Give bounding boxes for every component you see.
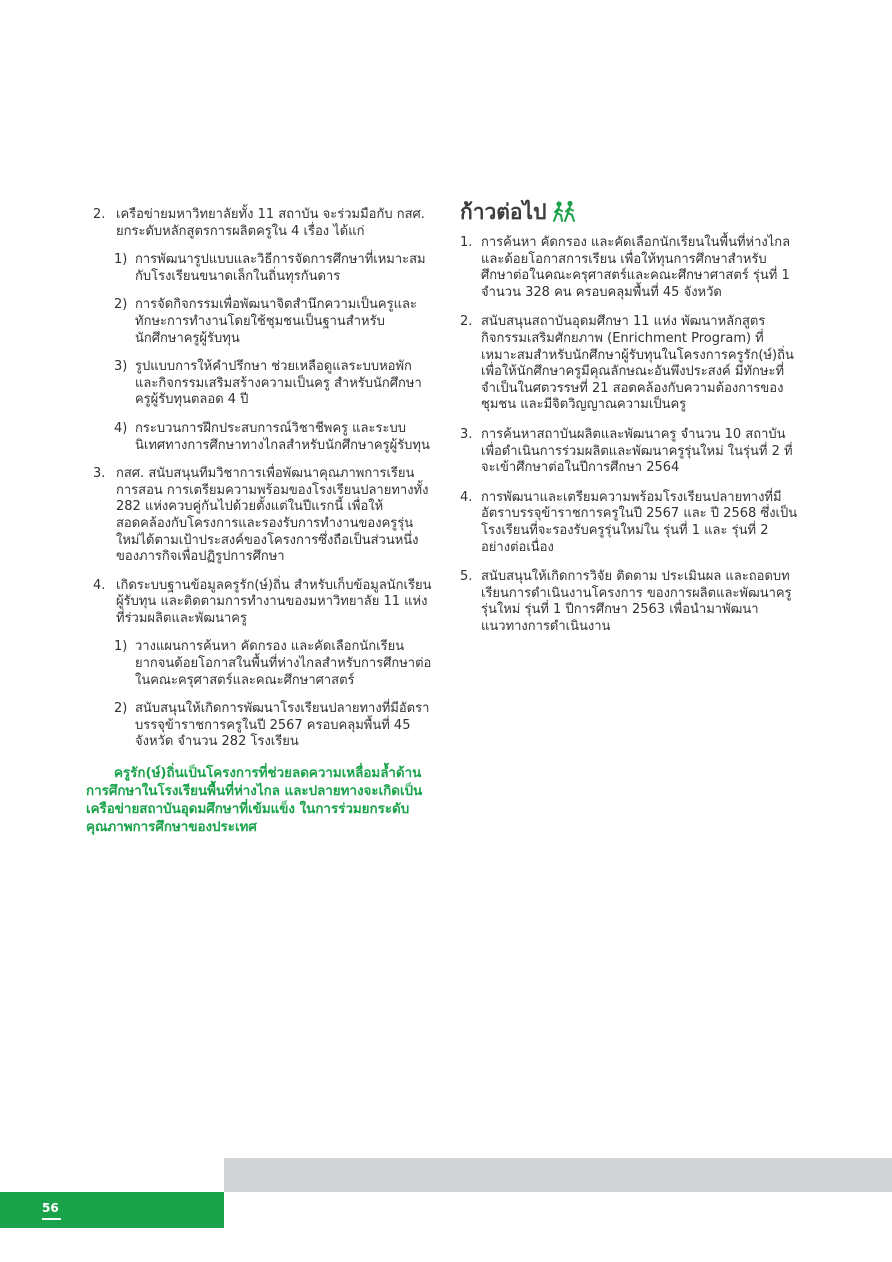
item-number: 2. <box>93 207 106 222</box>
item-text: เครือข่ายมหาวิทยาลัยทั้ง 11 สถาบัน จะร่วมมือกับ กสศ. ยกระดับหลักสูตรการผลิตครูใน 4 เรื่อง ได้แก่ <box>116 207 425 239</box>
section-heading <box>460 199 798 225</box>
page-number: 56 <box>42 1201 59 1215</box>
sub-item-number: 1) <box>114 252 128 268</box>
list-item <box>460 569 798 635</box>
sub-item-text: การจัดกิจกรรมเพื่อพัฒนาจิตสำนึกความเป็นครูและทักษะการทำงานโดยใช้ชุมชนเป็นฐานสำหรับนักศึกษาครูผู้รับทุน <box>135 297 417 346</box>
footer-green-box <box>0 1192 224 1228</box>
item-number: 4. <box>93 577 106 593</box>
sub-list-item <box>93 639 433 689</box>
list-item <box>93 466 433 566</box>
item-number: 3. <box>93 466 106 482</box>
right-column <box>460 200 798 648</box>
item-text: การพัฒนาและเตรียมความพร้อมโรงเรียนปลายทางที่มีอัตราบรรจุข้าราชการครูในปี 2567 และ ปี 2568 ซึ่งเป็นโรงเรียนที่จะรองรับครูรุ่นใหม่ใน รุ่นที่ 1 และ รุ่นที่ 2 อย่างต่อเนื่อง <box>481 489 798 555</box>
sub-item-text: การพัฒนารูปแบบและวิธีการจัดการศึกษาที่เหมาะสมกับโรงเรียนขนาดเล็กในถิ่นทุรกันดาร <box>135 252 426 284</box>
highlight-quote: ครูรัก(ษ์)ถิ่นเป็นโครงการที่ช่วยลดความเหลื่อมล้ำด้านการศึกษาในโรงเรียนพื้นที่ห่างไกล และปลายทางจะเกิดเป็นเครือข่ายสถาบันอุดมศึกษาที่เข้มแข็ง ในการร่วมยกระดับคุณภาพการศึกษาของประเทศ <box>86 766 423 836</box>
item-number: 3. <box>460 426 473 442</box>
item-text: การค้นหาสถาบันผลิตและพัฒนาครู จำนวน 10 สถาบัน เพื่อดำเนินการร่วมผลิตและพัฒนาครูรุ่นใหม่ ในรุ่นที่ 2 ที่จะเข้าศึกษาต่อในปีการศึกษา 2564 <box>481 426 793 476</box>
sub-list-item <box>93 297 433 347</box>
item-number: 2. <box>460 314 473 330</box>
sub-item-number: 1) <box>114 639 128 655</box>
sub-item-text: สนับสนุนให้เกิดการพัฒนาโรงเรียนปลายทางที่มีอัตราบรรจุข้าราชการครูในปี 2567 ครอบคลุมพื้นที่ 45 จังหวัด จำนวน 282 โรงเรียน <box>135 701 430 750</box>
sub-item-number: 3) <box>114 359 128 375</box>
section-title: ก้าวต่อไป <box>460 200 547 224</box>
list-item <box>93 578 433 628</box>
item-number: 4. <box>460 489 473 505</box>
item-text: สนับสนุนให้เกิดการวิจัย ติดตาม ประเมินผล และถอดบทเรียนการดำเนินงานโครงการ ของการผลิตและพัฒนาครูรุ่นใหม่ รุ่นที่ 1 ปีการศึกษา 2563 เพื่อนำมาพัฒนาแนวทางการดำเนินงาน <box>481 569 792 634</box>
left-column <box>86 207 433 837</box>
walking-figures-icon <box>552 200 578 224</box>
sub-list-item <box>93 421 433 454</box>
footer-gray-bar <box>224 1158 892 1192</box>
list-item <box>460 314 798 414</box>
list-item <box>460 427 798 477</box>
sub-list-item <box>93 252 433 285</box>
item-text: สนับสนุนสถาบันอุดมศึกษา 11 แห่ง พัฒนาหลักสูตรกิจกรรมเสริมศักยภาพ (Enrichment Program) ที่เหมาะสมสำหรับนักศึกษาผู้รับทุนในโครงการครูรัก(ษ์)ถิ่น เพื่อให้นักศึกษาครูมีคุณลักษณะอันพึงประสงค์ มีทักษะที่จำเป็นในศตวรรษที่ 21 สอดคล้องกับความต้องการของชุมชน และมีจิตวิญญาณความเป็นครู <box>481 314 794 413</box>
sub-list-item <box>93 701 433 751</box>
item-number: 1. <box>460 235 473 250</box>
sub-item-text: กระบวนการฝึกประสบการณ์วิชาชีพครู และระบบนิเทศทางการศึกษาทางไกลสำหรับนักศึกษาครูผู้รับทุน <box>135 420 430 453</box>
list-item <box>460 235 798 301</box>
page-number-underline <box>42 1218 61 1220</box>
item-number: 5. <box>460 569 473 585</box>
sub-item-number: 2) <box>114 297 128 313</box>
sub-item-number: 4) <box>114 420 128 436</box>
item-text: เกิดระบบฐานข้อมูลครูรัก(ษ์)ถิ่น สำหรับเก็บข้อมูลนักเรียนผู้รับทุน และติดตามการทำงานของมหาวิทยาลัย 11 แห่งที่ร่วมผลิตและพัฒนาครู <box>116 577 432 626</box>
sub-item-number: 2) <box>114 701 128 717</box>
sub-item-text: รูปแบบการให้คำปรึกษา ช่วยเหลือดูแลระบบหอพักและกิจกรรมเสริมสร้างความเป็นครู สำหรับนักศึกษาครูผู้รับทุนตลอด 4 ปี <box>135 359 422 408</box>
item-text: กสศ. สนับสนุนทีมวิชาการเพื่อพัฒนาคุณภาพการเรียนการสอน การเตรียมความพร้อมของโรงเรียนปลายทางทั้ง 282 แห่งควบคู่กันไปด้วยตั้งแต่ในปีแรกนี้ เพื่อให้สอดคล้องกับโครงการและรองรับการทำงานของครูรุ่นใหม่ได้ตามเป้าประสงค์ของโครงการซึ่งถือเป็นส่วนหนึ่งของภารกิจเพื่อปฏิรูปการศึกษา <box>116 466 429 565</box>
item-text: การค้นหา คัดกรอง และคัดเลือกนักเรียนในพื้นที่ห่างไกลและด้อยโอกาสการเรียน เพื่อให้ทุนการศึกษาสำหรับศึกษาต่อในคณะครุศาสตร์และคณะศึกษาศาสตร์ รุ่นที่ 1 จำนวน 328 คน ครอบคลุมพื้นที่ 45 จังหวัด <box>481 235 791 300</box>
sub-item-text: วางแผนการค้นหา คัดกรอง และคัดเลือกนักเรียนยากจนด้อยโอกาสในพื้นที่ห่างไกลสำหรับการศึกษาต่อในคณะครุศาสตร์และคณะศึกษาศาสตร์ <box>135 639 432 688</box>
list-item <box>460 490 798 556</box>
list-item <box>93 207 433 240</box>
sub-list-item <box>93 359 433 409</box>
